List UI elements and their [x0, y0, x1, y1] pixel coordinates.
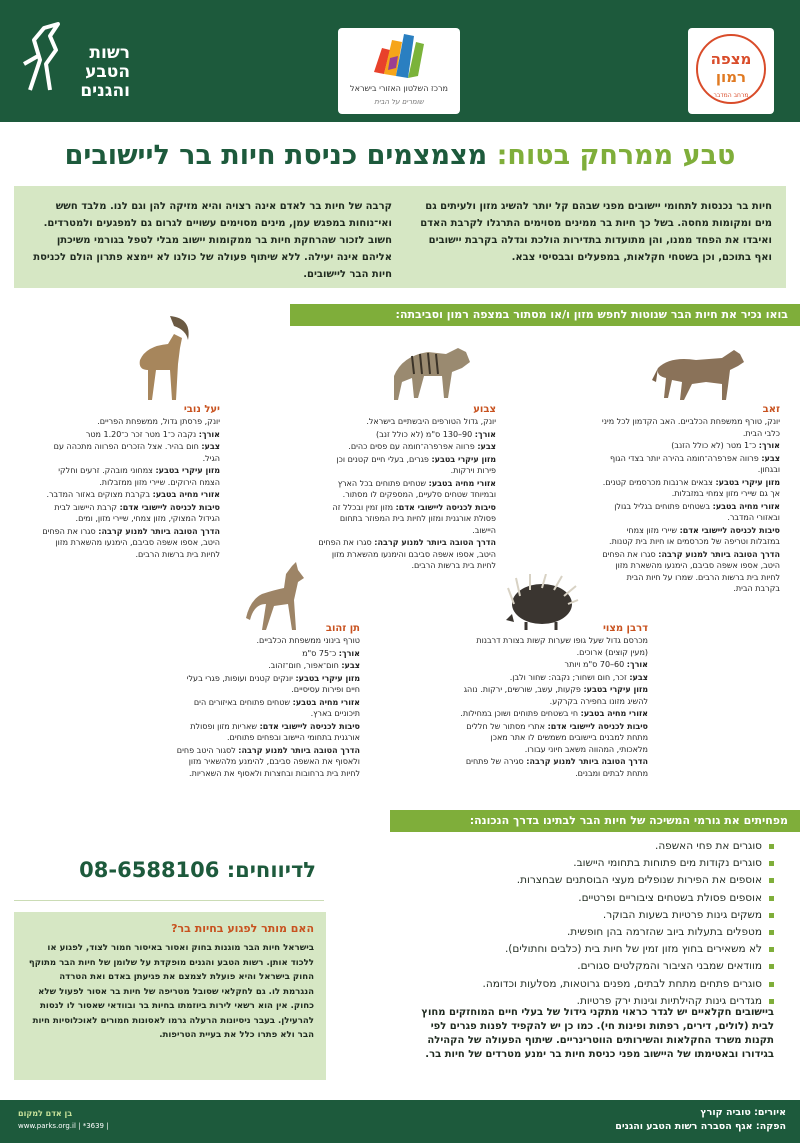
ibex-habitat-label: אזורי מחיה בטבע: — [152, 490, 220, 499]
jackal-prevention — [176, 745, 360, 780]
ibex-illustration — [130, 312, 196, 404]
wolf-card — [600, 403, 780, 596]
title-accent: טבע ממרחק בטוח: — [496, 140, 736, 171]
list-item: לא משאירים בחוץ מזון זמין של חיות בית (כלבים וחתולים). — [414, 941, 774, 958]
list-item: סוגרים את פחי האשפה. — [414, 838, 774, 855]
ibex-length — [40, 429, 220, 441]
credit-illustrations: איורים: טוביה קורץ — [700, 1107, 786, 1118]
info-box-text: בישראל חיות הבר מוגנות בחוק ואסור באיסור חמור לצוד, לפגוע או ללכוד אותן. רשות הטבע והגנים מופקדת על שלומן של חיות הבר מתוקף החוק בישראל והיא פועלת לצמצם את פגיעתן באדם ואת הטרדה הנגרמת לו. גם לחקלאי שסובל מטריפה של חיות בר אסור לפעול שלא כחוק. אין הוא רשאי לירות ביוזמתו בחיות בר ובוודאי שאסור לו לנסות להרעילן. בעבר ניסיונות הרעלה גרמו לאסונות חמורים לאוכלוסיות חיות הבר ולא פתרו כלל את בעיית הטריפות. — [28, 943, 314, 1040]
porcupine-length — [458, 659, 648, 671]
list-item: סוגרים נקודות מים פתוחות בתחומי היישוב. — [414, 855, 774, 872]
mitzpe-subtitle: מרחב המדבר — [713, 92, 749, 99]
hyena-name: צבוע — [473, 404, 496, 415]
porcupine-habitat — [458, 708, 648, 720]
regional-council-tagline: שומרים על הבית — [374, 98, 424, 106]
wolf-illustration — [650, 340, 750, 402]
porcupine-color-label: צבע: — [629, 672, 648, 682]
credits — [615, 1106, 786, 1134]
list-item: אוספים את הפירות שנופלים מעצי הבוסתנים שבחצרות. — [414, 872, 774, 889]
ibex-color — [40, 441, 220, 464]
wolf-color — [600, 453, 780, 476]
hyena-food-value: פגרים, בעלי חיים קטנים וכן פירות וירקות. — [336, 454, 496, 475]
report-line — [79, 858, 316, 882]
page-title — [30, 140, 770, 171]
porcupine-reasons-value: אתרי מסתור של חללים מתחת למבנים ביישובים משמשים לו אתר מאכן מלאכותי, המהווה משאב חיוני עבורו. — [466, 721, 648, 754]
wolf-prevention — [600, 549, 780, 595]
porcupine-reasons — [458, 721, 648, 756]
ibex-reasons-label: סיבות לכניסה ליישובי אדם: — [119, 502, 220, 512]
porcupine-food-label: מזון עיקרי בטבע: — [583, 685, 648, 694]
wolf-length — [600, 440, 780, 452]
regional-council-logo[interactable] — [338, 28, 460, 114]
jackal-color-label: צבע: — [341, 661, 360, 670]
list-item: מטפלים בתעלות ביוב שהזרמה בהן חופשית. — [414, 924, 774, 941]
jackal-description-text: טורף בינוני ממשפחת הכלביים. — [256, 636, 360, 645]
porcupine-habitat-value: חי בשטחים פתוחים ושוכן במחילות. — [460, 709, 579, 718]
hyena-description-text: יונק, גדול הטורפים היבשתיים בישראל. — [366, 417, 496, 426]
ibex-description-text: יונק, פרסתן גדול, ממשפחת הפריים. — [97, 417, 220, 426]
animals-section-heading: בואו נכיר את חיות הבר שנוטות לחפש מזון ו/או מסתור במצפה רמון וסביבתה: — [290, 304, 800, 326]
porcupine-food-value: פקעות, עשב, שורשים, ירקות. נוהג להשיג מזונו בחפירה בקרקע. — [463, 685, 648, 706]
porcupine-description-text: מכרסם גדול שעל גופו שערות קשות בצורת דרבנות (מעין קוצים) ארוכים. — [476, 636, 648, 657]
porcupine-card — [458, 622, 648, 780]
brand-name — [70, 44, 130, 101]
jackal-habitat-value: שטחים פתוחים באיזורים הים תיכוניים בארץ. — [193, 697, 360, 718]
intro-left-text: קרבה של חיות בר לאדם אינה רצויה והיא מזיקה להן וגם לנו. מלבד חשש ואי־נוחות במפגש עמן, מינים מסוימים עשויים לגרום גם למפגעים ולמטרדים. חשוב לזכור שהרחקת חיות בר ממקומות יישוב מבלי לטפל בגורמי משיכתן אליהם אינה יעילה. ללא שיתוף פעולה של כולנו לא יימצא פתרון הולם לכניסת חיות הבר ליישובים. — [33, 201, 392, 280]
porcupine-color — [458, 672, 648, 684]
jackal-length-value: כ־75 ס"מ — [302, 648, 337, 658]
hyena-color-label: צבע: — [477, 442, 496, 451]
jackal-name: תן זהוב — [325, 623, 360, 634]
wolf-prevention-value: סגרו את הפחים היטב, אספו אשפה סביבם, הימנעו מהשארת מזון לחיות בית ברשות הרבים. שמרו על חיות הבית בקרבת הבית. — [602, 549, 780, 593]
info-box-title: האם מותר לפגוע בחיות בר? — [171, 922, 314, 935]
ibex-food-label: מזון עיקרי בטבע: — [155, 466, 220, 475]
footer-left — [18, 1108, 109, 1132]
hyena-reasons-value: מזון זמין ובכלל זה פסולת אורגנית ומזון לחיות בית המפוזר בתחום היישוב. — [332, 502, 496, 535]
footer-slogan: בן אדם למקום — [18, 1109, 73, 1118]
hyena-food — [318, 454, 496, 477]
porcupine-length-label: אורך: — [626, 660, 648, 669]
wolf-reasons-label: סיבות לכניסה ליישובי אדם: — [679, 525, 780, 535]
title-main: מצמצמים כניסת חיות בר ליישובים — [64, 140, 488, 171]
parks-authority-logo[interactable] — [20, 14, 130, 110]
mitzpe-word: מצפה — [710, 50, 752, 68]
jackal-reasons-label: סיבות לכניסה ליישובי אדם: — [259, 721, 360, 731]
ibex-habitat-value: בקרבת מצוקים באזור המדבר. — [46, 490, 151, 499]
porcupine-name: דרבן מצוי — [602, 623, 648, 634]
wolf-length-label: אורך: — [758, 441, 780, 450]
hyena-reasons — [318, 502, 496, 537]
jackal-food-value: יונקים קטנים ועופות, פגרי בעלי חיים ופירות עסיסיים. — [186, 673, 360, 694]
brand-line-3: והגנים — [80, 81, 130, 101]
intro-box — [14, 186, 786, 288]
hyena-description — [318, 416, 496, 428]
prevention-section-heading: מפחיתים את גורמי המשיכה של חיות הבר לבתינו בדרך הנכונה: — [390, 810, 800, 832]
wolf-prevention-label: הדרך הטובה ביותר למנוע קרבה: — [658, 549, 780, 559]
hyena-prevention — [318, 537, 496, 572]
wolf-food-value: צבאים ארנבות מכרסמים קטנים. אך גם שיירי מזון צמחי במזבלות. — [602, 477, 780, 498]
closing-paragraph: ביישובים חקלאיים יש לגדר כראוי מתקני גידול של בעלי חיים המוחזקים מחוץ לבית (לולים, דירים, רפתות ופינות חי). כמו כן יש להקפיד לפנות פגרים לפי תקנות משרד החקלאות והשירותים הווטרינריים. שיתוף הפעולה של הקהילה בגידורו ובאטימתו של היישוב מפני כניסת חיות בר ימנע מטרדים של חיות בר. — [421, 1007, 774, 1060]
jackal-prevention-value: לסגור היטב פחים ולאסוף את האשפה סביבם, להימנע מלהשאיר מזון לחיות בית ברחובות ובחצרות ולאסוף את השאריות. — [176, 745, 360, 778]
jackal-food — [176, 673, 360, 696]
hyena-length — [318, 429, 496, 441]
ibex-length-value: נקבה כ־1 מטר זכר כ־1.20 מטר — [85, 429, 197, 439]
jackal-length — [176, 648, 360, 660]
porcupine-prevention-label: הדרך הטובה ביותר למנוע קרבה: — [526, 757, 648, 766]
wolf-habitat — [600, 501, 780, 524]
jackal-color-value: חום־אפור, חום־זהוב. — [268, 661, 339, 670]
ibex-prevention-label: הדרך הטובה ביותר למנוע קרבה: — [98, 526, 220, 536]
porcupine-reasons-label: סיבות לכניסה ליישובי אדם: — [547, 721, 648, 731]
divider — [14, 900, 324, 901]
hyena-prevention-value: סגרו את הפחים היטב, אספו אשפה סביבם והימנעו מהשארת מזון לחיות בית ברשות הרבים. — [318, 538, 496, 570]
credit-production: הפקה: אגף הסברה רשות הטבע והגנים — [615, 1121, 786, 1132]
ibex-length-label: אורך: — [198, 429, 220, 439]
jackal-color — [176, 660, 360, 672]
ibex-prevention — [40, 526, 220, 561]
ibex-habitat — [40, 489, 220, 501]
wolf-description — [600, 416, 780, 439]
ibex-reasons-value: קרבת היישוב לבית הגידול המצוקי, מזון צמחי, שיירי מזון, ומים. — [54, 502, 220, 523]
list-item: מוודאים שמבני הציבור והמקלטים סגורים. — [414, 958, 774, 975]
wolf-color-value: פרווה אפרפרה־חומה בהירה יותר בצדי הגוף ובגחון. — [609, 453, 780, 474]
porcupine-prevention — [458, 756, 648, 779]
ibex-prevention-value: סגרו את הפחים היטב, אספו אשפה סביבם, הימנעו מהשארת מזון לחיות בית ברשות הרבים. — [42, 526, 220, 559]
wolf-habitat-value: בשטחים פתוחים בגליל בגולן ובאזורי המדבר. — [614, 501, 780, 522]
list-item: אוספים פסולת בשטחים ציבוריים ופרטיים. — [414, 890, 774, 907]
brand-line-1: רשות — [89, 43, 130, 63]
list-item: סוגרים פתחים מתחת לבתים, מפנים גרוטאות, מסלעות וכדומה. — [414, 976, 774, 993]
ibex-logo-icon — [20, 20, 66, 100]
intro-right-text: חיות בר נכנסות לתחומי יישובים מפני שבהם קל יותר להשיג מזון ולעיתים גם מים ומקומות מחסה. בשל כך חיות בר ממינים מסוימים התרגלו לקרבת האדם ואיבדו את הפחד ממנו, והן מתועדות בתדירות הולכת וגדלה בקרבת יישובים ואף בתוכם, וכן בשטחי חקלאות, במפעלים ובבסיסי צבא. — [420, 201, 772, 263]
ibex-food-value: צמחוני מובהק. זרעים וחלקי הצמח הירוקים. שיירי מזון ממזבלות. — [58, 466, 220, 487]
hyena-color — [318, 441, 496, 453]
jackal-card — [176, 622, 360, 780]
porcupine-length-value: 60–70 ס"מ ויותר — [564, 660, 625, 669]
jackal-description — [176, 635, 360, 647]
hyena-prevention-label: הדרך הטובה ביותר למנוע קרבה: — [374, 538, 496, 547]
wolf-color-label: צבע: — [761, 453, 780, 463]
wolf-reasons-value: שיירי מזון צמחי במזבלות וטריפה של מכרסמים או חיות בית קטנות. — [609, 525, 780, 546]
info-box — [14, 912, 326, 1080]
hyena-length-value: 90–130 ס"מ (לא כולל זנב) — [376, 429, 473, 439]
ramon-word: רמון — [715, 68, 747, 86]
footer-url[interactable]: www.parks.org.il | *3639 | — [18, 1122, 109, 1130]
colorful-blocks-icon — [338, 28, 460, 84]
hyena-reasons-label: סיבות לכניסה ליישובי אדם: — [395, 502, 496, 512]
ibex-reasons — [40, 502, 220, 525]
hyena-color-value: פרווה אפרפרה־חומה עם פסים כהים. — [348, 442, 475, 451]
hyena-length-label: אורך: — [474, 429, 496, 439]
jackal-length-label: אורך: — [338, 648, 360, 658]
hyena-habitat — [318, 478, 496, 501]
hyena-habitat-value: שטחים פתוחים בכל הארץ ובמיוחד שטחים סלעיים, המספקים לו מסתור. — [337, 478, 496, 499]
hyena-habitat-label: אזורי מחיה בטבע: — [428, 478, 496, 488]
porcupine-habitat-label: אזורי מחיה בטבע: — [580, 709, 648, 718]
hyena-illustration — [388, 342, 474, 404]
ibex-food — [40, 465, 220, 488]
mitzpe-ramon-logo[interactable] — [688, 28, 774, 114]
list-item: משקים גינות פרטיות בשעות הבוקר. — [414, 907, 774, 924]
wolf-food — [600, 477, 780, 500]
report-label: לדיווחים: — [226, 858, 316, 882]
hyena-card — [318, 403, 496, 573]
wolf-reasons — [600, 525, 780, 548]
prevention-list — [414, 838, 774, 1010]
jackal-reasons-value: שאריות מזון ופסולת אורגנית בתחומי היישוב ובפחים פתוחים. — [190, 721, 360, 742]
ibex-card — [40, 403, 220, 561]
porcupine-prevention-value: סגירה של פתחים מתחת לבתים ומבנים. — [465, 757, 648, 778]
ibex-name: יעל נובי — [183, 404, 220, 415]
ibex-description — [40, 416, 220, 428]
wolf-name: זאב — [762, 404, 780, 415]
porcupine-description — [458, 635, 648, 658]
ibex-color-value: חום בהיר. אצל הזכרים הפרווה מתכהה עם הגיל. — [53, 442, 220, 463]
list-item: מגדרים גינות קהילתיות וגינות ירק פרטיות. — [414, 993, 774, 1010]
jackal-habitat-label: אזורי מחיה בטבע: — [292, 697, 360, 707]
jackal-habitat — [176, 697, 360, 720]
wolf-length-value: כ־1 מטר (לא כולל הזנב) — [671, 441, 757, 450]
ibex-color-label: צבע: — [201, 442, 220, 451]
footer — [0, 1100, 800, 1143]
jackal-reasons — [176, 721, 360, 744]
header-band — [0, 0, 800, 122]
brand-line-2: הטבע — [85, 62, 130, 82]
porcupine-color-value: זכר, חום ושחור; נקבה: שחור ולבן. — [509, 672, 627, 682]
regional-council-name: מרכז השלטון האזורי בישראל — [350, 84, 448, 93]
wolf-description-text: יונק, טורף ממשפחת הכלביים. האב הקדמון לכל מיני כלבי הבית. — [601, 417, 780, 438]
report-phone[interactable]: 08-6588106 — [79, 858, 220, 882]
wolf-habitat-label: אזורי מחיה בטבע: — [712, 501, 780, 511]
porcupine-food — [458, 684, 648, 707]
jackal-prevention-label: הדרך הטובה ביותר למנוע קרבה: — [238, 745, 360, 755]
jackal-food-label: מזון עיקרי בטבע: — [295, 673, 360, 683]
wolf-food-label: מזון עיקרי בטבע: — [715, 477, 780, 487]
hyena-food-label: מזון עיקרי בטבע: — [431, 454, 496, 464]
